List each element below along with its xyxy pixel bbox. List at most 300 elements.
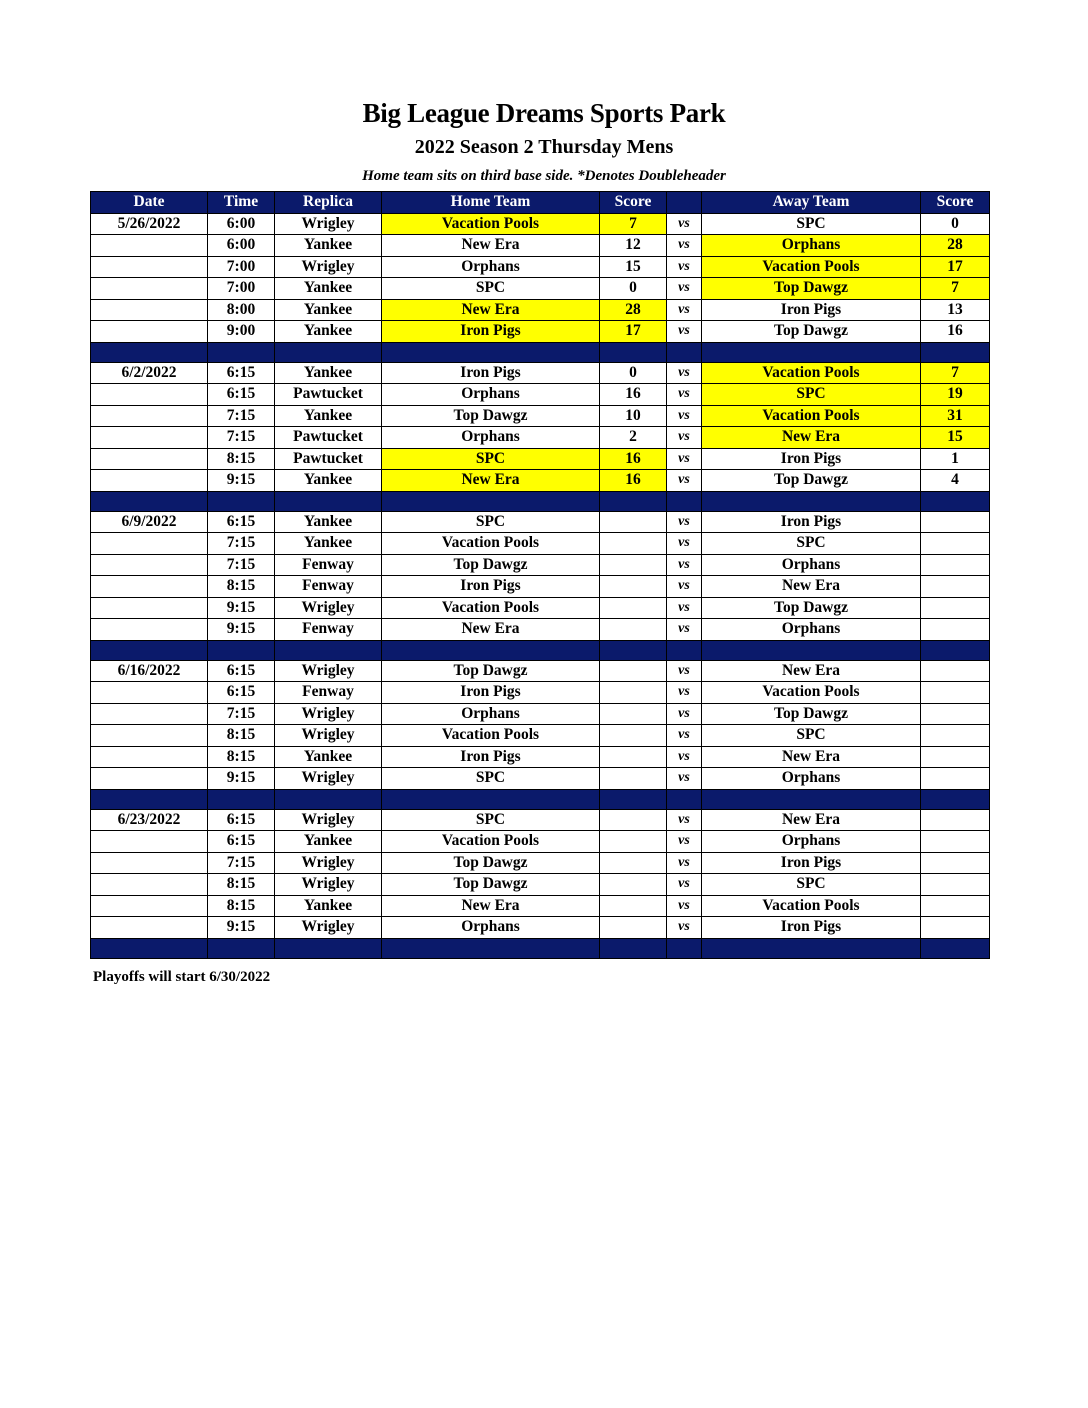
replica-cell: Pawtucket bbox=[275, 427, 382, 449]
home-score-cell bbox=[600, 725, 667, 747]
vs-cell: vs bbox=[667, 576, 702, 598]
vs-cell: vs bbox=[667, 554, 702, 576]
away-score-cell: 31 bbox=[921, 405, 990, 427]
away-team-cell: Top Dawgz bbox=[702, 597, 921, 619]
schedule-body bbox=[91, 213, 990, 958]
time-cell: 8:15 bbox=[208, 746, 275, 768]
table-row bbox=[91, 384, 990, 406]
separator-cell bbox=[91, 789, 208, 809]
home-team-cell: Orphans bbox=[382, 384, 600, 406]
home-team-cell: New Era bbox=[382, 470, 600, 492]
replica-cell: Wrigley bbox=[275, 852, 382, 874]
separator-cell bbox=[667, 640, 702, 660]
separator-cell bbox=[382, 789, 600, 809]
home-score-cell: 0 bbox=[600, 362, 667, 384]
away-score-cell bbox=[921, 895, 990, 917]
replica-cell: Pawtucket bbox=[275, 448, 382, 470]
away-score-cell: 7 bbox=[921, 278, 990, 300]
away-team-cell: Orphans bbox=[702, 554, 921, 576]
playoffs-note: Playoffs will start 6/30/2022 bbox=[93, 969, 271, 985]
vs-cell: vs bbox=[667, 831, 702, 853]
vs-cell: vs bbox=[667, 895, 702, 917]
table-row bbox=[91, 278, 990, 300]
separator-cell bbox=[91, 342, 208, 362]
home-team-cell: Iron Pigs bbox=[382, 746, 600, 768]
replica-cell: Wrigley bbox=[275, 725, 382, 747]
header-row bbox=[91, 192, 990, 214]
col-header-home-score: Score bbox=[600, 192, 667, 214]
home-team-cell: SPC bbox=[382, 809, 600, 831]
home-team-cell: New Era bbox=[382, 895, 600, 917]
away-score-cell bbox=[921, 511, 990, 533]
replica-cell: Yankee bbox=[275, 533, 382, 555]
vs-cell: vs bbox=[667, 619, 702, 641]
schedule-note: Home team sits on third base side. *Denotes Doubleheader bbox=[362, 168, 726, 184]
date-cell bbox=[91, 470, 208, 492]
vs-cell: vs bbox=[667, 660, 702, 682]
home-score-cell bbox=[600, 768, 667, 790]
replica-cell: Wrigley bbox=[275, 768, 382, 790]
table-row bbox=[91, 362, 990, 384]
table-row bbox=[91, 533, 990, 555]
vs-cell: vs bbox=[667, 384, 702, 406]
away-score-cell: 28 bbox=[921, 235, 990, 257]
separator-cell bbox=[921, 938, 990, 958]
time-cell: 8:15 bbox=[208, 895, 275, 917]
separator-cell bbox=[702, 938, 921, 958]
away-score-cell: 19 bbox=[921, 384, 990, 406]
separator-cell bbox=[600, 491, 667, 511]
vs-cell: vs bbox=[667, 362, 702, 384]
away-team-cell: Orphans bbox=[702, 235, 921, 257]
vs-cell: vs bbox=[667, 427, 702, 449]
date-cell bbox=[91, 874, 208, 896]
home-team-cell: Iron Pigs bbox=[382, 682, 600, 704]
away-team-cell: Iron Pigs bbox=[702, 299, 921, 321]
away-team-cell: Iron Pigs bbox=[702, 852, 921, 874]
vs-cell: vs bbox=[667, 256, 702, 278]
home-score-cell: 7 bbox=[600, 213, 667, 235]
separator-cell bbox=[275, 938, 382, 958]
date-cell bbox=[91, 768, 208, 790]
replica-cell: Wrigley bbox=[275, 874, 382, 896]
vs-cell: vs bbox=[667, 809, 702, 831]
away-score-cell: 4 bbox=[921, 470, 990, 492]
home-team-cell: Iron Pigs bbox=[382, 576, 600, 598]
col-header-time: Time bbox=[208, 192, 275, 214]
time-cell: 6:15 bbox=[208, 660, 275, 682]
away-team-cell: Top Dawgz bbox=[702, 703, 921, 725]
date-cell bbox=[91, 746, 208, 768]
page-subtitle: 2022 Season 2 Thursday Mens bbox=[414, 136, 674, 158]
table-row bbox=[91, 917, 990, 939]
away-score-cell bbox=[921, 874, 990, 896]
home-score-cell: 2 bbox=[600, 427, 667, 449]
replica-cell: Yankee bbox=[275, 299, 382, 321]
date-cell bbox=[91, 405, 208, 427]
vs-cell: vs bbox=[667, 874, 702, 896]
separator-cell bbox=[382, 938, 600, 958]
away-score-cell bbox=[921, 703, 990, 725]
replica-cell: Wrigley bbox=[275, 597, 382, 619]
date-cell: 5/26/2022 bbox=[91, 213, 208, 235]
home-team-cell: New Era bbox=[382, 235, 600, 257]
replica-cell: Wrigley bbox=[275, 703, 382, 725]
home-score-cell bbox=[600, 660, 667, 682]
home-team-cell: Vacation Pools bbox=[382, 831, 600, 853]
home-team-cell: New Era bbox=[382, 299, 600, 321]
vs-cell: vs bbox=[667, 213, 702, 235]
date-cell: 6/16/2022 bbox=[91, 660, 208, 682]
home-team-cell: Vacation Pools bbox=[382, 597, 600, 619]
home-score-cell bbox=[600, 619, 667, 641]
table-row bbox=[91, 235, 990, 257]
table-row bbox=[91, 405, 990, 427]
separator-cell bbox=[667, 342, 702, 362]
away-score-cell: 7 bbox=[921, 362, 990, 384]
away-score-cell bbox=[921, 554, 990, 576]
table-row bbox=[91, 768, 990, 790]
col-header-replica: Replica bbox=[275, 192, 382, 214]
home-team-cell: Top Dawgz bbox=[382, 405, 600, 427]
home-team-cell: Top Dawgz bbox=[382, 554, 600, 576]
vs-cell: vs bbox=[667, 299, 702, 321]
col-header-away-team: Away Team bbox=[702, 192, 921, 214]
separator-cell bbox=[91, 640, 208, 660]
date-cell bbox=[91, 384, 208, 406]
separator-cell bbox=[91, 491, 208, 511]
replica-cell: Yankee bbox=[275, 831, 382, 853]
home-team-cell: Orphans bbox=[382, 256, 600, 278]
vs-cell: vs bbox=[667, 746, 702, 768]
time-cell: 7:15 bbox=[208, 533, 275, 555]
away-score-cell bbox=[921, 682, 990, 704]
away-team-cell: New Era bbox=[702, 746, 921, 768]
vs-cell: vs bbox=[667, 533, 702, 555]
table-row bbox=[91, 725, 990, 747]
away-score-cell: 0 bbox=[921, 213, 990, 235]
date-cell bbox=[91, 235, 208, 257]
replica-cell: Yankee bbox=[275, 278, 382, 300]
table-row bbox=[91, 511, 990, 533]
away-team-cell: Iron Pigs bbox=[702, 448, 921, 470]
home-score-cell bbox=[600, 533, 667, 555]
separator-cell bbox=[921, 640, 990, 660]
home-score-cell bbox=[600, 746, 667, 768]
separator-cell bbox=[208, 342, 275, 362]
vs-cell: vs bbox=[667, 470, 702, 492]
time-cell: 9:15 bbox=[208, 917, 275, 939]
away-team-cell: Vacation Pools bbox=[702, 405, 921, 427]
home-score-cell: 28 bbox=[600, 299, 667, 321]
date-cell bbox=[91, 299, 208, 321]
replica-cell: Yankee bbox=[275, 362, 382, 384]
separator-cell bbox=[702, 491, 921, 511]
home-score-cell bbox=[600, 874, 667, 896]
vs-cell: vs bbox=[667, 235, 702, 257]
date-cell: 6/23/2022 bbox=[91, 809, 208, 831]
time-cell: 6:15 bbox=[208, 809, 275, 831]
time-cell: 9:00 bbox=[208, 321, 275, 343]
replica-cell: Wrigley bbox=[275, 809, 382, 831]
away-team-cell: New Era bbox=[702, 576, 921, 598]
separator-cell bbox=[921, 342, 990, 362]
time-cell: 9:15 bbox=[208, 619, 275, 641]
home-score-cell bbox=[600, 703, 667, 725]
home-score-cell bbox=[600, 917, 667, 939]
home-team-cell: SPC bbox=[382, 511, 600, 533]
table-row bbox=[91, 682, 990, 704]
replica-cell: Wrigley bbox=[275, 917, 382, 939]
replica-cell: Yankee bbox=[275, 895, 382, 917]
table-row bbox=[91, 576, 990, 598]
home-score-cell bbox=[600, 852, 667, 874]
time-cell: 8:00 bbox=[208, 299, 275, 321]
date-cell bbox=[91, 619, 208, 641]
replica-cell: Wrigley bbox=[275, 660, 382, 682]
time-cell: 7:15 bbox=[208, 703, 275, 725]
table-row bbox=[91, 470, 990, 492]
separator-cell bbox=[208, 491, 275, 511]
separator-cell bbox=[275, 789, 382, 809]
schedule-table bbox=[90, 191, 990, 959]
away-score-cell: 16 bbox=[921, 321, 990, 343]
week-separator-row bbox=[91, 789, 990, 809]
home-score-cell: 16 bbox=[600, 448, 667, 470]
date-cell bbox=[91, 597, 208, 619]
home-team-cell: Top Dawgz bbox=[382, 660, 600, 682]
date-cell bbox=[91, 917, 208, 939]
home-team-cell: Vacation Pools bbox=[382, 213, 600, 235]
away-score-cell: 1 bbox=[921, 448, 990, 470]
separator-cell bbox=[600, 640, 667, 660]
separator-cell bbox=[702, 342, 921, 362]
time-cell: 7:15 bbox=[208, 427, 275, 449]
away-team-cell: New Era bbox=[702, 809, 921, 831]
time-cell: 6:15 bbox=[208, 682, 275, 704]
vs-cell: vs bbox=[667, 852, 702, 874]
time-cell: 6:15 bbox=[208, 511, 275, 533]
away-team-cell: New Era bbox=[702, 660, 921, 682]
week-separator-row bbox=[91, 640, 990, 660]
home-score-cell: 10 bbox=[600, 405, 667, 427]
away-team-cell: Iron Pigs bbox=[702, 511, 921, 533]
home-score-cell bbox=[600, 831, 667, 853]
table-row bbox=[91, 660, 990, 682]
home-score-cell bbox=[600, 511, 667, 533]
separator-cell bbox=[382, 640, 600, 660]
replica-cell: Yankee bbox=[275, 746, 382, 768]
vs-cell: vs bbox=[667, 682, 702, 704]
home-team-cell: Orphans bbox=[382, 427, 600, 449]
away-team-cell: SPC bbox=[702, 213, 921, 235]
away-team-cell: Orphans bbox=[702, 831, 921, 853]
date-cell bbox=[91, 852, 208, 874]
separator-cell bbox=[600, 789, 667, 809]
vs-cell: vs bbox=[667, 278, 702, 300]
vs-cell: vs bbox=[667, 448, 702, 470]
date-cell bbox=[91, 256, 208, 278]
away-team-cell: Orphans bbox=[702, 768, 921, 790]
away-score-cell bbox=[921, 576, 990, 598]
separator-cell bbox=[667, 789, 702, 809]
away-team-cell: New Era bbox=[702, 427, 921, 449]
time-cell: 8:15 bbox=[208, 725, 275, 747]
vs-cell: vs bbox=[667, 725, 702, 747]
replica-cell: Yankee bbox=[275, 405, 382, 427]
home-score-cell: 0 bbox=[600, 278, 667, 300]
home-score-cell bbox=[600, 809, 667, 831]
date-cell: 6/9/2022 bbox=[91, 511, 208, 533]
time-cell: 6:00 bbox=[208, 213, 275, 235]
home-team-cell: Iron Pigs bbox=[382, 362, 600, 384]
time-cell: 8:15 bbox=[208, 448, 275, 470]
vs-cell: vs bbox=[667, 511, 702, 533]
away-team-cell: SPC bbox=[702, 874, 921, 896]
replica-cell: Fenway bbox=[275, 576, 382, 598]
home-score-cell bbox=[600, 895, 667, 917]
date-cell bbox=[91, 703, 208, 725]
date-cell bbox=[91, 448, 208, 470]
home-score-cell bbox=[600, 597, 667, 619]
table-row bbox=[91, 895, 990, 917]
away-team-cell: Iron Pigs bbox=[702, 917, 921, 939]
home-team-cell: Iron Pigs bbox=[382, 321, 600, 343]
table-row bbox=[91, 427, 990, 449]
separator-cell bbox=[667, 938, 702, 958]
separator-cell bbox=[382, 342, 600, 362]
date-cell bbox=[91, 682, 208, 704]
time-cell: 7:15 bbox=[208, 852, 275, 874]
separator-cell bbox=[382, 491, 600, 511]
separator-cell bbox=[275, 491, 382, 511]
separator-cell bbox=[921, 789, 990, 809]
vs-cell: vs bbox=[667, 917, 702, 939]
table-row bbox=[91, 831, 990, 853]
separator-cell bbox=[702, 789, 921, 809]
week-separator-row bbox=[91, 342, 990, 362]
table-row bbox=[91, 619, 990, 641]
time-cell: 8:15 bbox=[208, 874, 275, 896]
replica-cell: Wrigley bbox=[275, 256, 382, 278]
date-cell bbox=[91, 895, 208, 917]
home-score-cell: 12 bbox=[600, 235, 667, 257]
time-cell: 7:15 bbox=[208, 554, 275, 576]
time-cell: 7:15 bbox=[208, 405, 275, 427]
home-team-cell: Vacation Pools bbox=[382, 533, 600, 555]
away-team-cell: Vacation Pools bbox=[702, 895, 921, 917]
separator-cell bbox=[208, 938, 275, 958]
replica-cell: Fenway bbox=[275, 554, 382, 576]
replica-cell: Wrigley bbox=[275, 213, 382, 235]
replica-cell: Fenway bbox=[275, 682, 382, 704]
away-score-cell bbox=[921, 768, 990, 790]
away-score-cell bbox=[921, 831, 990, 853]
time-cell: 7:00 bbox=[208, 256, 275, 278]
week-separator-row bbox=[91, 938, 990, 958]
table-row bbox=[91, 554, 990, 576]
time-cell: 6:15 bbox=[208, 362, 275, 384]
replica-cell: Yankee bbox=[275, 321, 382, 343]
date-cell bbox=[91, 278, 208, 300]
table-row bbox=[91, 746, 990, 768]
home-score-cell: 17 bbox=[600, 321, 667, 343]
separator-cell bbox=[275, 640, 382, 660]
home-score-cell bbox=[600, 576, 667, 598]
away-score-cell bbox=[921, 746, 990, 768]
away-score-cell: 13 bbox=[921, 299, 990, 321]
separator-cell bbox=[702, 640, 921, 660]
vs-cell: vs bbox=[667, 405, 702, 427]
separator-cell bbox=[600, 938, 667, 958]
home-score-cell: 16 bbox=[600, 470, 667, 492]
table-row bbox=[91, 852, 990, 874]
date-cell bbox=[91, 831, 208, 853]
home-team-cell: Orphans bbox=[382, 703, 600, 725]
time-cell: 9:15 bbox=[208, 470, 275, 492]
replica-cell: Fenway bbox=[275, 619, 382, 641]
away-team-cell: SPC bbox=[702, 725, 921, 747]
date-cell bbox=[91, 321, 208, 343]
away-team-cell: Top Dawgz bbox=[702, 278, 921, 300]
col-header-vs bbox=[667, 192, 702, 214]
time-cell: 6:15 bbox=[208, 384, 275, 406]
away-team-cell: Top Dawgz bbox=[702, 470, 921, 492]
table-row bbox=[91, 256, 990, 278]
table-row bbox=[91, 448, 990, 470]
separator-cell bbox=[921, 491, 990, 511]
home-team-cell: SPC bbox=[382, 278, 600, 300]
vs-cell: vs bbox=[667, 321, 702, 343]
home-team-cell: Top Dawgz bbox=[382, 874, 600, 896]
away-score-cell bbox=[921, 917, 990, 939]
away-score-cell bbox=[921, 660, 990, 682]
away-score-cell bbox=[921, 619, 990, 641]
time-cell: 9:15 bbox=[208, 768, 275, 790]
home-team-cell: Vacation Pools bbox=[382, 725, 600, 747]
away-score-cell bbox=[921, 809, 990, 831]
replica-cell: Yankee bbox=[275, 511, 382, 533]
away-team-cell: SPC bbox=[702, 533, 921, 555]
away-score-cell bbox=[921, 852, 990, 874]
table-row bbox=[91, 299, 990, 321]
away-team-cell: Vacation Pools bbox=[702, 256, 921, 278]
away-score-cell: 17 bbox=[921, 256, 990, 278]
separator-cell bbox=[600, 342, 667, 362]
date-cell: 6/2/2022 bbox=[91, 362, 208, 384]
replica-cell: Yankee bbox=[275, 470, 382, 492]
separator-cell bbox=[208, 640, 275, 660]
away-score-cell bbox=[921, 725, 990, 747]
vs-cell: vs bbox=[667, 703, 702, 725]
time-cell: 9:15 bbox=[208, 597, 275, 619]
away-score-cell bbox=[921, 597, 990, 619]
home-score-cell: 15 bbox=[600, 256, 667, 278]
replica-cell: Yankee bbox=[275, 235, 382, 257]
home-team-cell: New Era bbox=[382, 619, 600, 641]
vs-cell: vs bbox=[667, 768, 702, 790]
page-title: Big League Dreams Sports Park bbox=[362, 98, 726, 128]
separator-cell bbox=[91, 938, 208, 958]
separator-cell bbox=[208, 789, 275, 809]
table-row bbox=[91, 597, 990, 619]
table-row bbox=[91, 703, 990, 725]
away-team-cell: Vacation Pools bbox=[702, 362, 921, 384]
col-header-away-score: Score bbox=[921, 192, 990, 214]
time-cell: 8:15 bbox=[208, 576, 275, 598]
col-header-date: Date bbox=[91, 192, 208, 214]
home-team-cell: SPC bbox=[382, 448, 600, 470]
